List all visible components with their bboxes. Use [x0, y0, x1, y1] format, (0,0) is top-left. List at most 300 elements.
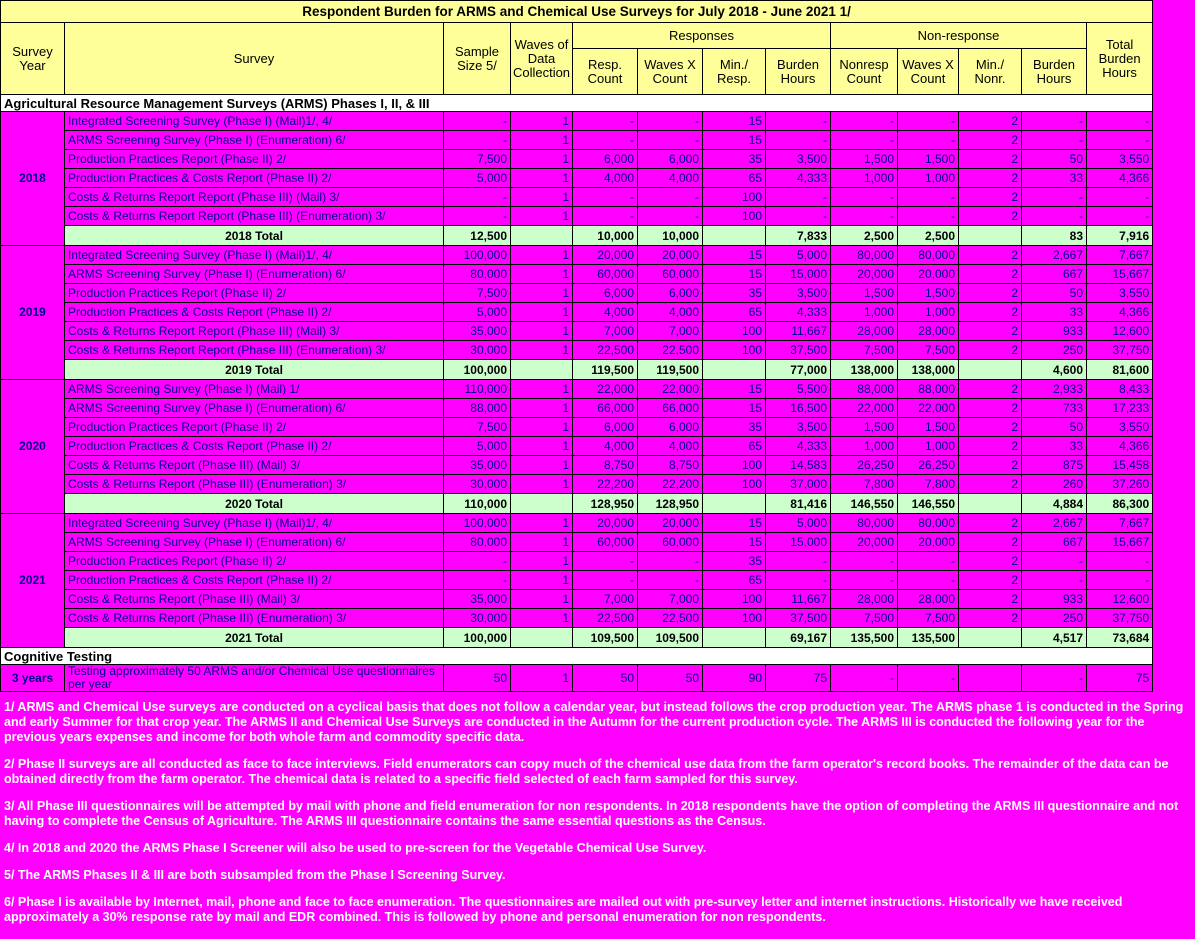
cell-nonresp-waves-x-count: 7,500: [898, 609, 959, 628]
total-resp-burden-hours: 77,000: [766, 360, 831, 380]
total-label: 2020 Total: [65, 494, 444, 514]
cell-sample-size: 35,000: [444, 590, 511, 609]
cell-resp-count: 20,000: [573, 514, 638, 533]
table-row: [1, 533, 1153, 552]
cell-nonresp-burden-hours: 33: [1022, 437, 1087, 456]
cell-resp-waves-x-count: 4,000: [638, 303, 703, 322]
cell-total-burden-hours: 4,366: [1087, 437, 1153, 456]
total-resp-burden-hours: 7,833: [766, 226, 831, 246]
cell-resp-waves-x-count: 7,000: [638, 322, 703, 341]
total-nonresp-burden-hours: 4,884: [1022, 494, 1087, 514]
cell-nonresp-count: -: [831, 665, 898, 692]
cell-min-per-nonresp: 2: [959, 475, 1022, 494]
cell-min-per-nonresp: 2: [959, 380, 1022, 399]
cell-total-burden-hours: 37,750: [1087, 609, 1153, 628]
table-row: [1, 131, 1153, 150]
cell-resp-count: 7,000: [573, 590, 638, 609]
total-nonresp-waves-x-count: 138,000: [898, 360, 959, 380]
table-row: [1, 284, 1153, 303]
table-row: [1, 609, 1153, 628]
cell-nonresp-burden-hours: 2,667: [1022, 246, 1087, 265]
cell-min-per-resp: 100: [703, 456, 766, 475]
cell-resp-burden-hours: 15,000: [766, 265, 831, 284]
cell-resp-waves-x-count: 60,000: [638, 533, 703, 552]
survey-name-cell: Production Practices Report (Phase II) 2/: [65, 418, 444, 437]
cell-min-per-resp: 100: [703, 341, 766, 360]
total-min-per-nonresp: [959, 494, 1022, 514]
total-sample-size: 100,000: [444, 360, 511, 380]
cell-sample-size: 30,000: [444, 475, 511, 494]
cell-min-per-resp: 15: [703, 533, 766, 552]
cell-nonresp-burden-hours: 2,933: [1022, 380, 1087, 399]
cell-min-per-resp: 100: [703, 207, 766, 226]
header-group-row: [1, 23, 1153, 49]
table-row: [1, 552, 1153, 571]
cell-min-per-nonresp: 2: [959, 456, 1022, 475]
total-resp-waves-x-count: 10,000: [638, 226, 703, 246]
table-row: [1, 303, 1153, 322]
cell-waves: 1: [511, 418, 573, 437]
cell-resp-waves-x-count: -: [638, 207, 703, 226]
survey-name-cell: Costs & Returns Report Report (Phase III) (Mail) 3/: [65, 188, 444, 207]
cell-waves: 1: [511, 552, 573, 571]
col-header-sample-size: Sample Size 5/: [444, 23, 511, 95]
cell-nonresp-count: 80,000: [831, 246, 898, 265]
cell-resp-count: 4,000: [573, 437, 638, 456]
cell-min-per-nonresp: 2: [959, 112, 1022, 131]
cell-sample-size: 30,000: [444, 341, 511, 360]
cell-nonresp-waves-x-count: -: [898, 131, 959, 150]
cell-nonresp-burden-hours: -: [1022, 571, 1087, 590]
cell-nonresp-burden-hours: 733: [1022, 399, 1087, 418]
table-row: [1, 665, 1153, 692]
cell-resp-burden-hours: 3,500: [766, 284, 831, 303]
cell-nonresp-waves-x-count: 80,000: [898, 246, 959, 265]
col-header-waves-of-data-collection: Waves of Data Collection: [511, 23, 573, 95]
cell-resp-burden-hours: 5,500: [766, 380, 831, 399]
title-row: [1, 1, 1153, 23]
footnote-4: 4/ In 2018 and 2020 the ARMS Phase I Screener will also be used to pre-screen for the Vegetable Chemical Use Survey.: [4, 841, 707, 855]
cell-sample-size: 80,000: [444, 265, 511, 284]
cell-min-per-nonresp: 2: [959, 207, 1022, 226]
cell-min-per-resp: 15: [703, 112, 766, 131]
cell-min-per-resp: 100: [703, 590, 766, 609]
table-row: [1, 246, 1153, 265]
survey-name-cell: Production Practices Report (Phase II) 2/: [65, 284, 444, 303]
cell-nonresp-burden-hours: 667: [1022, 533, 1087, 552]
cell-min-per-nonresp: 2: [959, 590, 1022, 609]
cell-resp-waves-x-count: 50: [638, 665, 703, 692]
cell-min-per-nonresp: [959, 665, 1022, 692]
cell-nonresp-count: -: [831, 112, 898, 131]
table-row: [1, 207, 1153, 226]
year-cell: 2018: [1, 112, 65, 246]
cell-nonresp-count: -: [831, 188, 898, 207]
cell-sample-size: 7,500: [444, 284, 511, 303]
cell-waves: 1: [511, 456, 573, 475]
cell-sample-size: 80,000: [444, 533, 511, 552]
cell-waves: 1: [511, 665, 573, 692]
cell-nonresp-waves-x-count: 28,000: [898, 590, 959, 609]
cell-min-per-nonresp: 2: [959, 418, 1022, 437]
cell-waves: 1: [511, 380, 573, 399]
cell-sample-size: 7,500: [444, 418, 511, 437]
cell-resp-burden-hours: 14,583: [766, 456, 831, 475]
cell-sample-size: -: [444, 571, 511, 590]
cell-nonresp-count: 1,500: [831, 284, 898, 303]
survey-name-cell: ARMS Screening Survey (Phase I) (Enumeration) 6/: [65, 399, 444, 418]
total-resp-waves-x-count: 109,500: [638, 628, 703, 648]
cell-min-per-nonresp: 2: [959, 399, 1022, 418]
cell-waves: 1: [511, 150, 573, 169]
cell-total-burden-hours: 4,366: [1087, 169, 1153, 188]
cell-nonresp-count: 1,000: [831, 169, 898, 188]
cell-min-per-resp: 100: [703, 322, 766, 341]
cell-resp-burden-hours: 37,500: [766, 341, 831, 360]
cell-nonresp-count: 80,000: [831, 514, 898, 533]
total-total-burden-hours: 86,300: [1087, 494, 1153, 514]
total-label: 2021 Total: [65, 628, 444, 648]
table-row: [1, 456, 1153, 475]
cell-nonresp-count: 1,000: [831, 437, 898, 456]
cell-sample-size: -: [444, 552, 511, 571]
cell-min-per-resp: 65: [703, 303, 766, 322]
cell-min-per-resp: 15: [703, 514, 766, 533]
cell-nonresp-burden-hours: 933: [1022, 322, 1087, 341]
cell-min-per-nonresp: 2: [959, 246, 1022, 265]
page-title: Respondent Burden for ARMS and Chemical Use Surveys for July 2018 - June 2021 1/: [1, 1, 1153, 23]
table-row: [1, 399, 1153, 418]
cell-resp-count: 50: [573, 665, 638, 692]
cell-nonresp-burden-hours: 250: [1022, 341, 1087, 360]
total-resp-waves-x-count: 119,500: [638, 360, 703, 380]
cell-min-per-nonresp: 2: [959, 609, 1022, 628]
survey-name-cell: Costs & Returns Report Report (Phase III) (Enumeration) 3/: [65, 341, 444, 360]
table-row: [1, 150, 1153, 169]
total-nonresp-count: 146,550: [831, 494, 898, 514]
survey-name-cell: Production Practices Report (Phase II) 2/: [65, 150, 444, 169]
survey-name-cell: Costs & Returns Report Report (Phase III) (Enumeration) 3/: [65, 207, 444, 226]
cell-nonresp-count: 28,000: [831, 322, 898, 341]
cell-nonresp-burden-hours: -: [1022, 188, 1087, 207]
survey-name-cell: Costs & Returns Report Report (Phase III) (Mail) 3/: [65, 322, 444, 341]
total-nonresp-waves-x-count: 146,550: [898, 494, 959, 514]
cell-nonresp-waves-x-count: 20,000: [898, 265, 959, 284]
table-row: [1, 437, 1153, 456]
total-total-burden-hours: 73,684: [1087, 628, 1153, 648]
cell-nonresp-waves-x-count: 1,000: [898, 303, 959, 322]
cell-min-per-nonresp: 2: [959, 322, 1022, 341]
cell-nonresp-waves-x-count: 26,250: [898, 456, 959, 475]
cell-min-per-resp: 15: [703, 131, 766, 150]
cell-nonresp-count: 20,000: [831, 533, 898, 552]
total-resp-count: 119,500: [573, 360, 638, 380]
cell-waves: 1: [511, 303, 573, 322]
cell-resp-waves-x-count: 22,500: [638, 341, 703, 360]
cell-resp-count: 6,000: [573, 284, 638, 303]
cell-resp-count: -: [573, 131, 638, 150]
cell-resp-waves-x-count: 4,000: [638, 437, 703, 456]
total-nonresp-count: 138,000: [831, 360, 898, 380]
cell-nonresp-waves-x-count: 22,000: [898, 399, 959, 418]
total-min-per-nonresp: [959, 628, 1022, 648]
cell-resp-burden-hours: 11,667: [766, 322, 831, 341]
cell-min-per-nonresp: 2: [959, 533, 1022, 552]
total-resp-waves-x-count: 128,950: [638, 494, 703, 514]
table-row: [1, 418, 1153, 437]
cell-nonresp-waves-x-count: 7,800: [898, 475, 959, 494]
cell-resp-waves-x-count: 20,000: [638, 514, 703, 533]
survey-name-cell: Costs & Returns Report (Phase III) (Mail) 3/: [65, 590, 444, 609]
cell-min-per-nonresp: 2: [959, 341, 1022, 360]
cell-min-per-nonresp: 2: [959, 169, 1022, 188]
col-header-nonresp-burden-hours: Burden Hours: [1022, 49, 1087, 95]
section-row: [1, 95, 1153, 112]
col-header-survey: Survey: [65, 23, 444, 95]
cell-resp-count: -: [573, 571, 638, 590]
survey-name-cell: Production Practices & Costs Report (Phase II) 2/: [65, 571, 444, 590]
cell-nonresp-count: 1,000: [831, 303, 898, 322]
col-header-resp-count: Resp. Count: [573, 49, 638, 95]
cell-min-per-resp: 65: [703, 437, 766, 456]
cell-resp-burden-hours: 3,500: [766, 418, 831, 437]
cell-nonresp-burden-hours: 250: [1022, 609, 1087, 628]
cell-total-burden-hours: 3,550: [1087, 150, 1153, 169]
total-nonresp-waves-x-count: 135,500: [898, 628, 959, 648]
cell-sample-size: 35,000: [444, 322, 511, 341]
total-label: 2019 Total: [65, 360, 444, 380]
cell-min-per-resp: 65: [703, 571, 766, 590]
cell-total-burden-hours: 75: [1087, 665, 1153, 692]
cell-nonresp-burden-hours: -: [1022, 552, 1087, 571]
cell-nonresp-count: 7,500: [831, 609, 898, 628]
cell-nonresp-count: 1,500: [831, 418, 898, 437]
cell-min-per-nonresp: 2: [959, 150, 1022, 169]
survey-name-cell: Production Practices Report (Phase II) 2/: [65, 552, 444, 571]
cell-sample-size: 50: [444, 665, 511, 692]
cell-resp-burden-hours: -: [766, 112, 831, 131]
cell-resp-burden-hours: -: [766, 552, 831, 571]
cell-waves: 1: [511, 609, 573, 628]
cell-total-burden-hours: 37,750: [1087, 341, 1153, 360]
footnotes: [0, 692, 1195, 925]
cell-nonresp-count: -: [831, 552, 898, 571]
cell-resp-burden-hours: 15,000: [766, 533, 831, 552]
cell-total-burden-hours: -: [1087, 188, 1153, 207]
cell-waves: 1: [511, 112, 573, 131]
cell-sample-size: 110,000: [444, 380, 511, 399]
cell-sample-size: 100,000: [444, 246, 511, 265]
cell-total-burden-hours: -: [1087, 112, 1153, 131]
cell-resp-waves-x-count: 66,000: [638, 399, 703, 418]
cell-resp-burden-hours: 16,500: [766, 399, 831, 418]
cell-resp-count: 22,200: [573, 475, 638, 494]
year-cell: 3 years: [1, 665, 65, 692]
cell-resp-count: 20,000: [573, 246, 638, 265]
cell-min-per-nonresp: 2: [959, 131, 1022, 150]
cell-nonresp-burden-hours: -: [1022, 207, 1087, 226]
total-resp-burden-hours: 81,416: [766, 494, 831, 514]
cell-nonresp-waves-x-count: 1,500: [898, 418, 959, 437]
survey-name-cell: Production Practices & Costs Report (Phase II) 2/: [65, 169, 444, 188]
cell-total-burden-hours: 8,433: [1087, 380, 1153, 399]
cell-min-per-nonresp: 2: [959, 552, 1022, 571]
cell-total-burden-hours: 3,550: [1087, 284, 1153, 303]
cell-waves: 1: [511, 207, 573, 226]
table-row: [1, 514, 1153, 533]
survey-name-cell: Integrated Screening Survey (Phase I) (Mail)1/, 4/: [65, 112, 444, 131]
cell-waves: 1: [511, 437, 573, 456]
total-row: [1, 226, 1153, 246]
cell-resp-waves-x-count: 60,000: [638, 265, 703, 284]
total-waves: [511, 226, 573, 246]
cell-resp-count: 7,000: [573, 322, 638, 341]
cell-total-burden-hours: 3,550: [1087, 418, 1153, 437]
cell-resp-burden-hours: 75: [766, 665, 831, 692]
cell-nonresp-burden-hours: 50: [1022, 284, 1087, 303]
total-waves: [511, 360, 573, 380]
cell-sample-size: -: [444, 131, 511, 150]
cell-resp-count: 22,500: [573, 341, 638, 360]
cell-resp-count: -: [573, 207, 638, 226]
cell-waves: 1: [511, 341, 573, 360]
table-row: [1, 169, 1153, 188]
col-group-responses: Responses: [573, 23, 831, 49]
cell-resp-burden-hours: 3,500: [766, 150, 831, 169]
table-row: [1, 112, 1153, 131]
total-nonresp-count: 135,500: [831, 628, 898, 648]
cell-resp-count: -: [573, 112, 638, 131]
col-header-min-nonr: Min./ Nonr.: [959, 49, 1022, 95]
cell-min-per-resp: 35: [703, 150, 766, 169]
cell-nonresp-count: 22,000: [831, 399, 898, 418]
cell-waves: 1: [511, 265, 573, 284]
cell-nonresp-waves-x-count: -: [898, 207, 959, 226]
cell-total-burden-hours: 4,366: [1087, 303, 1153, 322]
cell-min-per-resp: 35: [703, 552, 766, 571]
cell-resp-waves-x-count: 6,000: [638, 150, 703, 169]
table-row: [1, 265, 1153, 284]
col-header-resp-waves-x-count: Waves X Count: [638, 49, 703, 95]
table-row: [1, 380, 1153, 399]
survey-name-cell: Production Practices & Costs Report (Phase II) 2/: [65, 303, 444, 322]
cell-nonresp-count: 7,500: [831, 341, 898, 360]
footnote-2: 2/ Phase II surveys are all conducted as face to face interviews. Field enumerators can copy much of the chemical use data from the farm operator's record books. The remainder of the data can be obtained directly from the farm operator. The chemical data is related to a specific field selected of each farm sampled for this survey.: [4, 757, 1169, 786]
cell-min-per-nonresp: 2: [959, 437, 1022, 456]
cell-total-burden-hours: 7,667: [1087, 514, 1153, 533]
total-nonresp-waves-x-count: 2,500: [898, 226, 959, 246]
total-min-per-resp: [703, 226, 766, 246]
cell-nonresp-waves-x-count: -: [898, 188, 959, 207]
total-total-burden-hours: 7,916: [1087, 226, 1153, 246]
table-row: [1, 590, 1153, 609]
cell-resp-waves-x-count: -: [638, 188, 703, 207]
footnote-5: 5/ The ARMS Phases II & III are both subsampled from the Phase I Screening Survey.: [4, 868, 506, 882]
cell-resp-waves-x-count: -: [638, 571, 703, 590]
cell-total-burden-hours: 12,600: [1087, 322, 1153, 341]
cell-nonresp-burden-hours: 2,667: [1022, 514, 1087, 533]
year-cell: 2020: [1, 380, 65, 514]
cell-resp-waves-x-count: -: [638, 131, 703, 150]
cell-total-burden-hours: 7,667: [1087, 246, 1153, 265]
survey-name-cell: Costs & Returns Report (Phase III) (Mail) 3/: [65, 456, 444, 475]
cell-resp-waves-x-count: 7,000: [638, 590, 703, 609]
total-min-per-resp: [703, 360, 766, 380]
survey-name-cell: ARMS Screening Survey (Phase I) (Enumeration) 6/: [65, 131, 444, 150]
cell-nonresp-count: 28,000: [831, 590, 898, 609]
cell-nonresp-burden-hours: 50: [1022, 418, 1087, 437]
footnote-3: 3/ All Phase III questionnaires will be attempted by mail with phone and field enumeration for non respondents. In 2018 respondents have the option of completing the ARMS III questionnaire and not having to complete the Census of Agriculture. The ARMS III questionnaire contains the same essential questions as the Census.: [4, 799, 1179, 828]
cell-total-burden-hours: -: [1087, 571, 1153, 590]
cell-waves: 1: [511, 169, 573, 188]
cell-nonresp-count: 88,000: [831, 380, 898, 399]
cell-waves: 1: [511, 322, 573, 341]
cell-waves: 1: [511, 590, 573, 609]
cell-resp-burden-hours: 5,000: [766, 246, 831, 265]
cell-resp-waves-x-count: 4,000: [638, 169, 703, 188]
cell-total-burden-hours: 17,233: [1087, 399, 1153, 418]
cell-min-per-resp: 35: [703, 418, 766, 437]
total-nonresp-burden-hours: 4,517: [1022, 628, 1087, 648]
cell-resp-waves-x-count: 6,000: [638, 284, 703, 303]
cell-sample-size: -: [444, 188, 511, 207]
cell-resp-waves-x-count: -: [638, 552, 703, 571]
survey-name-cell: ARMS Screening Survey (Phase I) (Enumeration) 6/: [65, 265, 444, 284]
cell-waves: 1: [511, 131, 573, 150]
total-waves: [511, 628, 573, 648]
cell-sample-size: 100,000: [444, 514, 511, 533]
cell-resp-count: 60,000: [573, 533, 638, 552]
col-header-nonresp-count: Nonresp Count: [831, 49, 898, 95]
cell-min-per-resp: 15: [703, 246, 766, 265]
cell-nonresp-count: 7,800: [831, 475, 898, 494]
cell-waves: 1: [511, 475, 573, 494]
total-resp-count: 128,950: [573, 494, 638, 514]
section-header: Cognitive Testing: [1, 648, 1153, 665]
cell-resp-waves-x-count: 20,000: [638, 246, 703, 265]
total-min-per-nonresp: [959, 226, 1022, 246]
year-cell: 2019: [1, 246, 65, 380]
cell-resp-count: 4,000: [573, 169, 638, 188]
cell-min-per-resp: 35: [703, 284, 766, 303]
cell-min-per-nonresp: 2: [959, 188, 1022, 207]
total-resp-burden-hours: 69,167: [766, 628, 831, 648]
cell-resp-burden-hours: 4,333: [766, 169, 831, 188]
total-label: 2018 Total: [65, 226, 444, 246]
col-header-survey-year: Survey Year: [1, 23, 65, 95]
cell-nonresp-burden-hours: 33: [1022, 169, 1087, 188]
col-header-min-resp: Min./ Resp.: [703, 49, 766, 95]
cell-resp-count: 60,000: [573, 265, 638, 284]
cell-nonresp-waves-x-count: 20,000: [898, 533, 959, 552]
cell-resp-waves-x-count: 22,500: [638, 609, 703, 628]
table-row: [1, 322, 1153, 341]
cell-resp-burden-hours: 37,000: [766, 475, 831, 494]
section-header: Agricultural Resource Management Surveys (ARMS) Phases I, II, & III: [1, 95, 1153, 112]
table-row: [1, 571, 1153, 590]
cell-sample-size: 7,500: [444, 150, 511, 169]
cell-nonresp-waves-x-count: 1,000: [898, 437, 959, 456]
cell-nonresp-count: -: [831, 131, 898, 150]
survey-name-cell: ARMS Screening Survey (Phase I) (Enumeration) 6/: [65, 533, 444, 552]
cell-total-burden-hours: -: [1087, 552, 1153, 571]
cell-resp-count: -: [573, 188, 638, 207]
cell-nonresp-burden-hours: -: [1022, 131, 1087, 150]
survey-name-cell: Costs & Returns Report (Phase III) (Enumeration) 3/: [65, 475, 444, 494]
col-header-resp-burden-hours: Burden Hours: [766, 49, 831, 95]
cell-waves: 1: [511, 188, 573, 207]
cell-total-burden-hours: -: [1087, 131, 1153, 150]
